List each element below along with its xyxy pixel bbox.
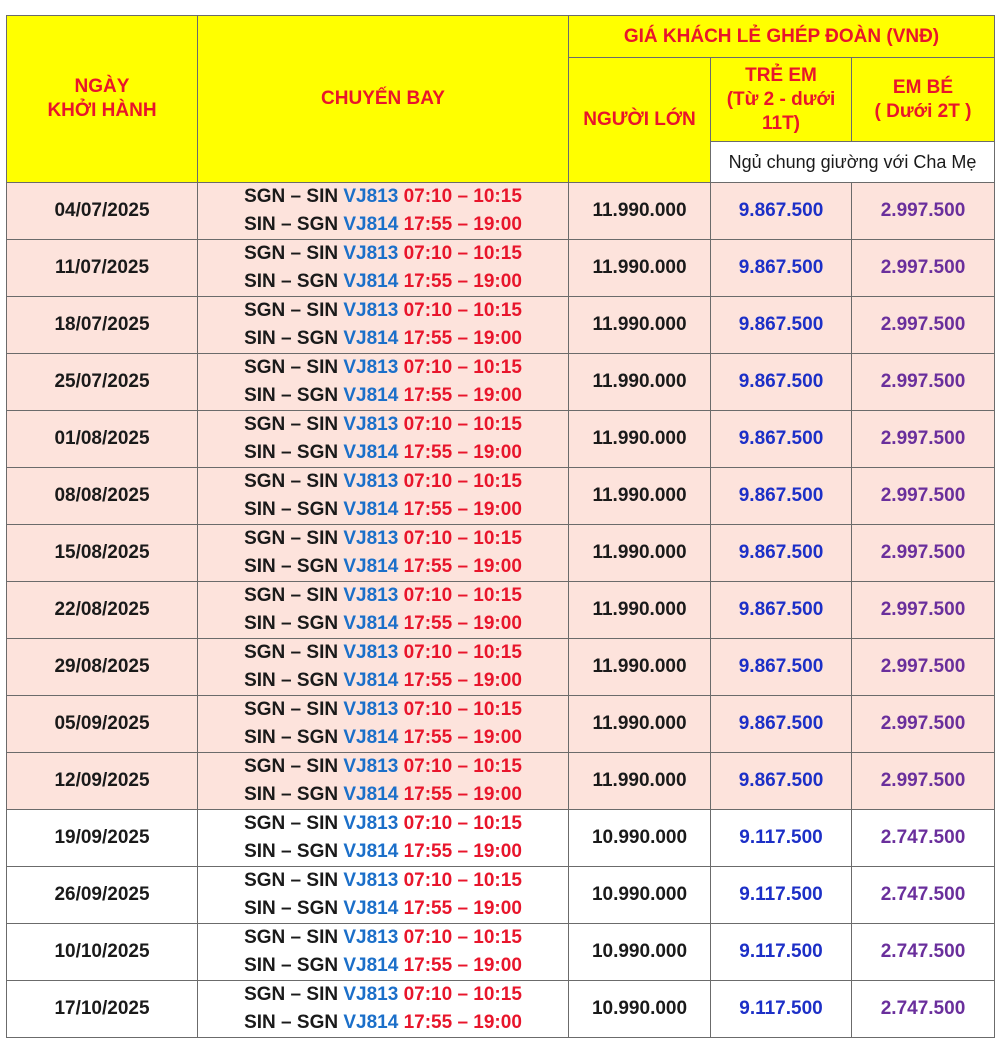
outbound-flight xyxy=(198,696,568,724)
outbound-flight xyxy=(198,981,568,1009)
outbound-flight-number: VJ813 xyxy=(343,870,399,891)
adult-price: 11.990.000 xyxy=(569,582,711,639)
table-row xyxy=(7,525,995,582)
outbound-flight-time: 07:10 – 10:15 xyxy=(398,243,522,264)
return-flight-time: 17:55 – 19:00 xyxy=(398,271,522,292)
departure-date: 25/07/2025 xyxy=(7,354,198,411)
departure-date: 19/09/2025 xyxy=(7,810,198,867)
outbound-route: SGN – SIN xyxy=(244,186,344,207)
return-flight xyxy=(198,553,568,581)
adult-price: 10.990.000 xyxy=(569,810,711,867)
departure-date: 12/09/2025 xyxy=(7,753,198,810)
baby-price: 2.997.500 xyxy=(852,468,995,525)
table-row xyxy=(7,924,995,981)
outbound-flight xyxy=(198,411,568,439)
return-flight-time: 17:55 – 19:00 xyxy=(398,955,522,976)
return-flight-time: 17:55 – 19:00 xyxy=(398,784,522,805)
return-flight-number: VJ814 xyxy=(343,898,399,919)
outbound-route: SGN – SIN xyxy=(244,243,344,264)
table-row xyxy=(7,582,995,639)
outbound-flight-time: 07:10 – 10:15 xyxy=(398,927,522,948)
departure-date: 04/07/2025 xyxy=(7,183,198,240)
outbound-route: SGN – SIN xyxy=(244,699,344,720)
adult-price: 11.990.000 xyxy=(569,240,711,297)
child-price: 9.867.500 xyxy=(711,525,852,582)
departure-date: 10/10/2025 xyxy=(7,924,198,981)
flight-cell xyxy=(198,297,569,354)
return-flight-number: VJ814 xyxy=(343,727,399,748)
flight-cell xyxy=(198,468,569,525)
adult-price: 11.990.000 xyxy=(569,696,711,753)
adult-price: 11.990.000 xyxy=(569,468,711,525)
return-route: SIN – SGN xyxy=(244,442,344,463)
flight-cell xyxy=(198,183,569,240)
outbound-flight xyxy=(198,639,568,667)
outbound-route: SGN – SIN xyxy=(244,756,344,777)
table-row xyxy=(7,354,995,411)
return-flight xyxy=(198,268,568,296)
return-flight xyxy=(198,325,568,353)
table-row xyxy=(7,240,995,297)
table-row xyxy=(7,753,995,810)
outbound-flight-time: 07:10 – 10:15 xyxy=(398,585,522,606)
outbound-flight-time: 07:10 – 10:15 xyxy=(398,186,522,207)
return-flight-time: 17:55 – 19:00 xyxy=(398,556,522,577)
outbound-flight xyxy=(198,354,568,382)
departure-date: 18/07/2025 xyxy=(7,297,198,354)
outbound-flight-number: VJ813 xyxy=(343,813,399,834)
flight-cell xyxy=(198,639,569,696)
child-price: 9.867.500 xyxy=(711,468,852,525)
return-flight xyxy=(198,1009,568,1037)
flight-cell xyxy=(198,525,569,582)
return-flight xyxy=(198,610,568,638)
return-flight-time: 17:55 – 19:00 xyxy=(398,1012,522,1033)
return-route: SIN – SGN xyxy=(244,556,344,577)
return-flight-time: 17:55 – 19:00 xyxy=(398,613,522,634)
outbound-route: SGN – SIN xyxy=(244,357,344,378)
return-flight-number: VJ814 xyxy=(343,556,399,577)
return-route: SIN – SGN xyxy=(244,670,344,691)
outbound-flight-number: VJ813 xyxy=(343,186,399,207)
header-baby: EM BÉ ( Dưới 2T ) xyxy=(852,58,995,142)
flight-cell xyxy=(198,810,569,867)
return-flight-number: VJ814 xyxy=(343,1012,399,1033)
return-route: SIN – SGN xyxy=(244,499,344,520)
child-price: 9.117.500 xyxy=(711,981,852,1038)
child-price: 9.867.500 xyxy=(711,411,852,468)
table-row xyxy=(7,297,995,354)
baby-price: 2.997.500 xyxy=(852,696,995,753)
outbound-flight-number: VJ813 xyxy=(343,984,399,1005)
baby-price: 2.997.500 xyxy=(852,411,995,468)
return-flight xyxy=(198,439,568,467)
baby-price: 2.997.500 xyxy=(852,297,995,354)
outbound-route: SGN – SIN xyxy=(244,927,344,948)
baby-price: 2.747.500 xyxy=(852,981,995,1038)
table-row xyxy=(7,639,995,696)
adult-price: 10.990.000 xyxy=(569,924,711,981)
adult-price: 10.990.000 xyxy=(569,981,711,1038)
return-route: SIN – SGN xyxy=(244,955,344,976)
outbound-route: SGN – SIN xyxy=(244,528,344,549)
outbound-flight xyxy=(198,753,568,781)
return-flight-time: 17:55 – 19:00 xyxy=(398,328,522,349)
return-flight-time: 17:55 – 19:00 xyxy=(398,442,522,463)
header-flight: CHUYẾN BAY xyxy=(198,16,569,183)
return-flight-number: VJ814 xyxy=(343,214,399,235)
return-route: SIN – SGN xyxy=(244,385,344,406)
outbound-flight-number: VJ813 xyxy=(343,300,399,321)
return-flight-number: VJ814 xyxy=(343,784,399,805)
outbound-flight-time: 07:10 – 10:15 xyxy=(398,642,522,663)
child-price: 9.867.500 xyxy=(711,297,852,354)
baby-price: 2.997.500 xyxy=(852,639,995,696)
table-row xyxy=(7,183,995,240)
outbound-flight xyxy=(198,525,568,553)
return-flight xyxy=(198,724,568,752)
outbound-flight-number: VJ813 xyxy=(343,699,399,720)
return-flight-number: VJ814 xyxy=(343,499,399,520)
child-price: 9.867.500 xyxy=(711,240,852,297)
departure-date: 11/07/2025 xyxy=(7,240,198,297)
header-note: Ngủ chung giường với Cha Mẹ xyxy=(711,142,995,183)
child-price: 9.867.500 xyxy=(711,639,852,696)
outbound-flight-number: VJ813 xyxy=(343,927,399,948)
outbound-flight xyxy=(198,867,568,895)
outbound-flight xyxy=(198,582,568,610)
outbound-route: SGN – SIN xyxy=(244,813,344,834)
table-row xyxy=(7,981,995,1038)
return-flight xyxy=(198,496,568,524)
outbound-flight-number: VJ813 xyxy=(343,756,399,777)
return-route: SIN – SGN xyxy=(244,271,344,292)
return-flight-number: VJ814 xyxy=(343,955,399,976)
return-route: SIN – SGN xyxy=(244,328,344,349)
flight-cell xyxy=(198,354,569,411)
table-row xyxy=(7,696,995,753)
outbound-route: SGN – SIN xyxy=(244,870,344,891)
adult-price: 11.990.000 xyxy=(569,753,711,810)
flight-cell xyxy=(198,867,569,924)
departure-date: 26/09/2025 xyxy=(7,867,198,924)
baby-price: 2.997.500 xyxy=(852,240,995,297)
child-price: 9.117.500 xyxy=(711,867,852,924)
return-flight-time: 17:55 – 19:00 xyxy=(398,670,522,691)
outbound-route: SGN – SIN xyxy=(244,471,344,492)
adult-price: 11.990.000 xyxy=(569,297,711,354)
outbound-flight-time: 07:10 – 10:15 xyxy=(398,357,522,378)
return-flight-number: VJ814 xyxy=(343,841,399,862)
outbound-flight xyxy=(198,240,568,268)
outbound-flight-time: 07:10 – 10:15 xyxy=(398,813,522,834)
return-flight-time: 17:55 – 19:00 xyxy=(398,727,522,748)
header-child: TRẺ EM (Từ 2 - dưới 11T) xyxy=(711,58,852,142)
flight-cell xyxy=(198,696,569,753)
return-flight-time: 17:55 – 19:00 xyxy=(398,385,522,406)
return-route: SIN – SGN xyxy=(244,1012,344,1033)
adult-price: 11.990.000 xyxy=(569,183,711,240)
outbound-flight-number: VJ813 xyxy=(343,243,399,264)
outbound-flight-time: 07:10 – 10:15 xyxy=(398,471,522,492)
return-flight-number: VJ814 xyxy=(343,670,399,691)
return-flight xyxy=(198,838,568,866)
outbound-flight-number: VJ813 xyxy=(343,528,399,549)
table-row xyxy=(7,810,995,867)
baby-price: 2.997.500 xyxy=(852,753,995,810)
departure-date: 29/08/2025 xyxy=(7,639,198,696)
adult-price: 10.990.000 xyxy=(569,867,711,924)
flight-cell xyxy=(198,240,569,297)
outbound-flight xyxy=(198,468,568,496)
child-price: 9.867.500 xyxy=(711,354,852,411)
adult-price: 11.990.000 xyxy=(569,411,711,468)
baby-price: 2.747.500 xyxy=(852,867,995,924)
outbound-route: SGN – SIN xyxy=(244,642,344,663)
child-price: 9.867.500 xyxy=(711,753,852,810)
baby-price: 2.997.500 xyxy=(852,183,995,240)
outbound-flight-number: VJ813 xyxy=(343,642,399,663)
adult-price: 11.990.000 xyxy=(569,354,711,411)
return-flight-number: VJ814 xyxy=(343,271,399,292)
departure-date: 05/09/2025 xyxy=(7,696,198,753)
table-body xyxy=(7,183,995,1038)
return-route: SIN – SGN xyxy=(244,841,344,862)
outbound-flight-time: 07:10 – 10:15 xyxy=(398,300,522,321)
outbound-flight xyxy=(198,810,568,838)
outbound-flight xyxy=(198,183,568,211)
return-flight-time: 17:55 – 19:00 xyxy=(398,841,522,862)
flight-cell xyxy=(198,582,569,639)
return-flight xyxy=(198,895,568,923)
baby-price: 2.997.500 xyxy=(852,354,995,411)
table-row xyxy=(7,468,995,525)
return-flight-time: 17:55 – 19:00 xyxy=(398,214,522,235)
header-price-group: GIÁ KHÁCH LẺ GHÉP ĐOÀN (VNĐ) xyxy=(569,16,995,58)
return-route: SIN – SGN xyxy=(244,727,344,748)
return-route: SIN – SGN xyxy=(244,613,344,634)
departure-date: 08/08/2025 xyxy=(7,468,198,525)
return-flight-time: 17:55 – 19:00 xyxy=(398,499,522,520)
outbound-route: SGN – SIN xyxy=(244,585,344,606)
departure-date: 15/08/2025 xyxy=(7,525,198,582)
baby-price: 2.747.500 xyxy=(852,924,995,981)
child-price: 9.117.500 xyxy=(711,810,852,867)
outbound-flight-number: VJ813 xyxy=(343,585,399,606)
return-route: SIN – SGN xyxy=(244,898,344,919)
outbound-flight xyxy=(198,297,568,325)
header-adult: NGƯỜI LỚN xyxy=(569,58,711,183)
outbound-flight-time: 07:10 – 10:15 xyxy=(398,414,522,435)
return-flight-number: VJ814 xyxy=(343,442,399,463)
departure-date: 01/08/2025 xyxy=(7,411,198,468)
table-row xyxy=(7,411,995,468)
outbound-flight-time: 07:10 – 10:15 xyxy=(398,984,522,1005)
return-flight xyxy=(198,952,568,980)
adult-price: 11.990.000 xyxy=(569,525,711,582)
adult-price: 11.990.000 xyxy=(569,639,711,696)
outbound-route: SGN – SIN xyxy=(244,300,344,321)
flight-cell xyxy=(198,924,569,981)
child-price: 9.867.500 xyxy=(711,183,852,240)
baby-price: 2.747.500 xyxy=(852,810,995,867)
return-flight xyxy=(198,382,568,410)
outbound-flight-time: 07:10 – 10:15 xyxy=(398,756,522,777)
baby-price: 2.997.500 xyxy=(852,525,995,582)
baby-price: 2.997.500 xyxy=(852,582,995,639)
departure-date: 17/10/2025 xyxy=(7,981,198,1038)
header-departure-date: NGÀY KHỞI HÀNH xyxy=(7,16,198,183)
outbound-flight-number: VJ813 xyxy=(343,414,399,435)
outbound-flight-time: 07:10 – 10:15 xyxy=(398,699,522,720)
return-flight-number: VJ814 xyxy=(343,613,399,634)
tour-price-table xyxy=(6,15,995,1038)
return-flight xyxy=(198,211,568,239)
return-flight xyxy=(198,667,568,695)
table-row xyxy=(7,867,995,924)
return-flight-time: 17:55 – 19:00 xyxy=(398,898,522,919)
return-flight-number: VJ814 xyxy=(343,385,399,406)
child-price: 9.867.500 xyxy=(711,582,852,639)
outbound-route: SGN – SIN xyxy=(244,414,344,435)
return-flight xyxy=(198,781,568,809)
outbound-flight-time: 07:10 – 10:15 xyxy=(398,870,522,891)
child-price: 9.867.500 xyxy=(711,696,852,753)
flight-cell xyxy=(198,411,569,468)
return-route: SIN – SGN xyxy=(244,214,344,235)
return-route: SIN – SGN xyxy=(244,784,344,805)
outbound-flight-number: VJ813 xyxy=(343,357,399,378)
outbound-route: SGN – SIN xyxy=(244,984,344,1005)
outbound-flight-number: VJ813 xyxy=(343,471,399,492)
outbound-flight-time: 07:10 – 10:15 xyxy=(398,528,522,549)
outbound-flight xyxy=(198,924,568,952)
child-price: 9.117.500 xyxy=(711,924,852,981)
flight-cell xyxy=(198,753,569,810)
flight-cell xyxy=(198,981,569,1038)
departure-date: 22/08/2025 xyxy=(7,582,198,639)
return-flight-number: VJ814 xyxy=(343,328,399,349)
